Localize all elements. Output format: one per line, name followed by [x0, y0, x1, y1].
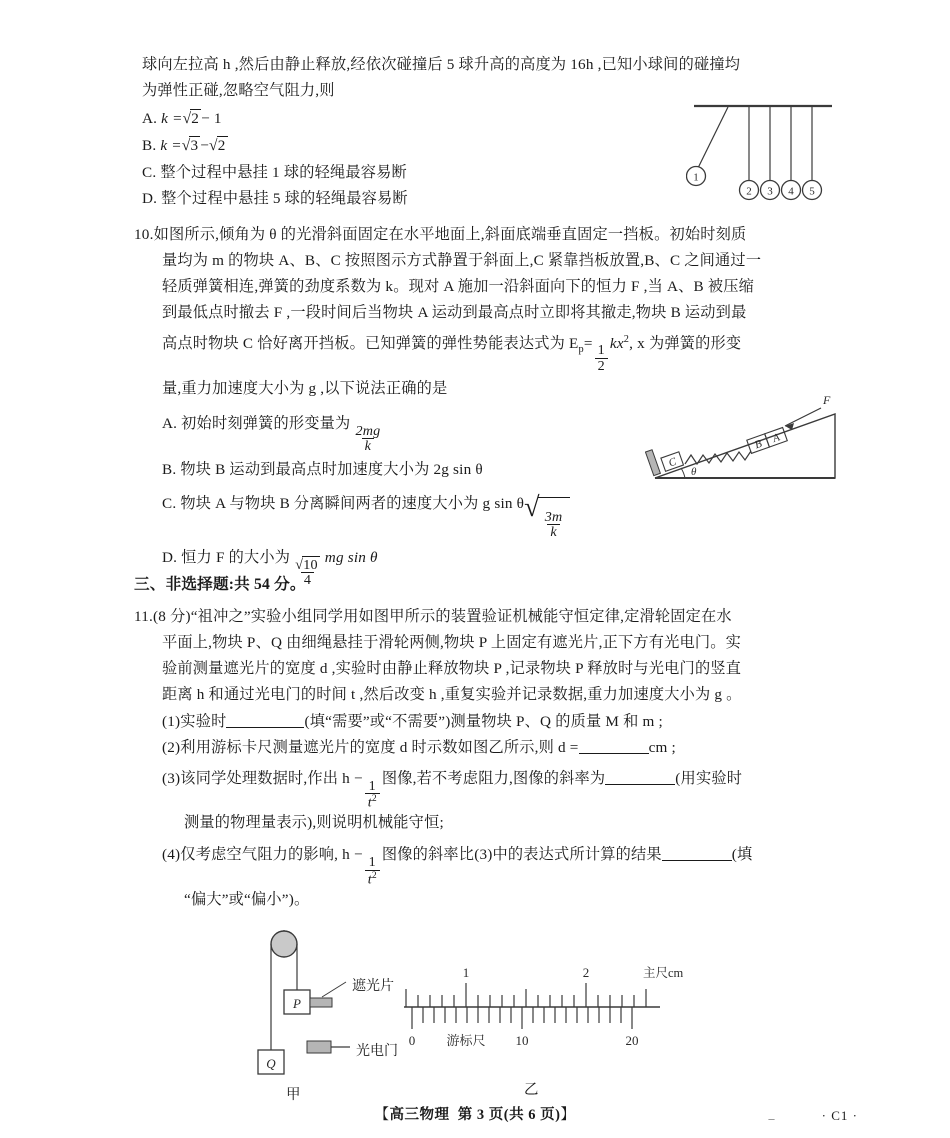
answer-blank-3[interactable] [605, 769, 675, 784]
q11-sub4 [134, 836, 834, 886]
sqrt-icon: √2 [182, 110, 200, 128]
q9-option-b-label: B. [142, 136, 157, 154]
q9-option-d-text: 整个过程中悬挂 5 球的轻绳最容易断 [161, 189, 408, 207]
fraction [352, 424, 383, 454]
q11-sub2 [134, 735, 834, 761]
q11-sub3-num: 1 [368, 777, 376, 794]
q10-option-a-den: k [362, 438, 374, 453]
sqrt-icon: √10 [295, 556, 318, 573]
q11-sub3-den-sup: 2 [371, 793, 377, 805]
section-3-title: 三、非选择题:共 54 分。 [134, 576, 306, 593]
figure-caption-yi: 乙 [524, 1082, 539, 1098]
q10-line5-eq: = [583, 334, 593, 352]
fraction [365, 855, 380, 887]
q10-option-d-text: 恒力 F 的大小为 [181, 548, 291, 566]
q10-option-c-text: 物块 A 与物块 B 分离瞬间两者的速度大小为 g sin θ [180, 494, 525, 512]
q10-line1 [134, 222, 834, 248]
q10-line5-num: 1 [597, 342, 605, 359]
fraction [365, 779, 380, 811]
svg-text:2: 2 [746, 185, 752, 198]
q11-sub3-b: 图像,若不考虑阻力,图像的斜率为 [381, 769, 606, 787]
svg-text:A: A [771, 431, 782, 445]
q11-line2: 平面上,物块 P、Q 由细绳悬挂于滑轮两侧,物块 P 上固定有遮光片,正下方有光电门。实 [162, 634, 742, 652]
svg-text:B: B [753, 437, 764, 452]
svg-text:Q: Q [266, 1056, 276, 1071]
q11-line1 [134, 604, 834, 630]
q11-sub1-a: (1)实验时 [162, 712, 227, 730]
figure-caption-jia: 甲 [286, 1087, 301, 1103]
q11-sub4-den-sup: 2 [371, 869, 377, 881]
q9-option-c-label: C. [142, 163, 157, 181]
q10-option-a-num: 2mg [355, 422, 381, 439]
q11-sub4-cont: “偏大”或“偏小”)。 [184, 890, 310, 908]
svg-text:5: 5 [809, 185, 815, 198]
q9-option-a-label: A. [142, 110, 158, 128]
q10-option-c-den: k [547, 524, 559, 539]
footer-code: · C1 · [821, 1108, 858, 1123]
q9-option-a-expr-prefix: k = [161, 110, 183, 128]
q10-option-b-label: B. [162, 460, 177, 478]
q9-option-c-text: 整个过程中悬挂 1 球的轻绳最容易断 [160, 163, 407, 181]
svg-text:1: 1 [693, 171, 699, 184]
q11-sub3-c: (用实验时 [675, 769, 743, 787]
q10-option-d-radicand: 10 [303, 556, 318, 573]
q10-line2: 量均为 m 的物块 A、B、C 按照图示方式静置于斜面上,C 紧靠挡板放置,B、C 之间通过一 [162, 252, 762, 270]
answer-blank-2[interactable] [579, 738, 649, 753]
svg-text:0: 0 [408, 1033, 416, 1048]
footer-page-number: 第 3 页(共 6 页) [457, 1107, 561, 1123]
q9-option-b-suffix: − [200, 136, 209, 154]
vernier-caliper-figure [398, 955, 698, 1060]
q9-option-d-label: D. [142, 189, 158, 207]
q9-option-a-radicand: 2 [191, 110, 200, 128]
svg-text:10: 10 [515, 1033, 529, 1048]
q11-sub3-a: (3)该同学处理数据时,作出 h − [162, 769, 363, 787]
answer-blank-1[interactable] [226, 712, 304, 727]
q11-sub3-cont: 测量的物理量表示),则说明机械能守恒; [184, 814, 444, 832]
q11-line4: 距离 h 和通过光电门的时间 t ,然后改变 h ,重复实验并记录数据,重力加速度大小为 g 。 [162, 686, 742, 704]
page-footer [0, 1103, 950, 1124]
svg-text:1: 1 [462, 965, 470, 980]
q11-sub3 [134, 761, 834, 810]
label-photogate: 光电门 [356, 1044, 398, 1059]
q10-option-d-label: D. [162, 548, 178, 566]
q11-line3: 验前测量遮光片的宽度 d ,实验时由静止释放物块 P ,记录物块 P 释放时与光电门的竖直 [162, 660, 742, 678]
svg-text:P: P [293, 996, 301, 1011]
fraction [595, 343, 608, 373]
svg-text:20: 20 [625, 1033, 639, 1048]
q10-option-b-text: 物块 B 运动到最高点时加速度大小为 2g sin θ [180, 460, 483, 478]
svg-text:θ: θ [691, 466, 697, 478]
q10-line4: 到最低点时撤去 F ,一段时间后当物块 A 运动到最高点时立即将其撤走,物块 B 运动到最 [162, 304, 747, 322]
q11-sub1 [134, 709, 834, 735]
q10-line5-sub: p [578, 343, 584, 355]
q9-line1: 球向左拉高 h ,然后由静止释放,经依次碰撞后 5 球升高的高度为 16h ,已知小球间的碰撞均 [142, 56, 741, 73]
q10-option-c-label: C. [162, 494, 177, 512]
q10-line5 [134, 327, 834, 374]
q11-score: (8 分) [153, 608, 191, 625]
fraction [542, 510, 566, 540]
q9-line2: 为弹性正碰,忽略空气阻力,则 [142, 82, 335, 100]
answer-blank-4[interactable] [662, 846, 732, 861]
q10-option-d-post: mg sin θ [324, 548, 378, 566]
footer-subject: 高三物理 [389, 1107, 450, 1123]
q10-number: 10. [134, 226, 154, 243]
footer-bracket-left: 【 [374, 1107, 390, 1123]
sqrt-icon: √2 [209, 136, 226, 154]
q9-option-a-suffix: − 1 [201, 110, 222, 128]
svg-text:F: F [823, 393, 831, 407]
section-3-heading [134, 572, 834, 599]
q11-sub2-a: (2)利用游标卡尺测量遮光片的宽度 d 时示数如图乙所示,则 d = [162, 738, 579, 756]
q9-option-b-radicand2: 2 [217, 136, 226, 154]
svg-text:3: 3 [767, 185, 773, 198]
svg-text:4: 4 [788, 185, 794, 198]
sqrt-icon: √3 [181, 136, 199, 154]
inclined-plane-figure [645, 392, 850, 490]
q10-line6: 量,重力加速度大小为 g ,以下说法正确的是 [162, 380, 448, 398]
footer-dash: _ [768, 1107, 775, 1121]
q11-sub2-b: cm ; [648, 738, 676, 756]
q11-sub3-den: t [367, 794, 372, 811]
q11-sub4-c: (填 [731, 846, 753, 864]
svg-text:2: 2 [582, 965, 590, 980]
q9-option-b-expr-prefix: k = [160, 136, 182, 154]
question-11-block [134, 604, 834, 913]
q11-body-1: “祖冲之”实验小组同学用如图甲所示的装置验证机械能守恒定律,定滑轮固定在水 [190, 608, 732, 625]
q9-option-b-radicand: 3 [190, 136, 199, 154]
q11-sub4-num: 1 [368, 854, 376, 871]
q10-line5-d: , x 为弹簧的形变 [629, 334, 742, 352]
q10-option-a-label: A. [162, 415, 178, 433]
q11-number: 11. [134, 608, 154, 625]
q10-option-c [134, 486, 834, 540]
q10-line5-sup: 2 [623, 333, 630, 345]
q11-sub1-b: (填“需要”或“不需要”)测量物块 P、Q 的质量 M 和 m ; [304, 712, 663, 730]
q11-sub4-b: 图像的斜率比(3)中的表达式所计算的结果 [381, 846, 662, 864]
footer-bracket-right: 】 [560, 1107, 576, 1123]
q10-body-1: 如图所示,倾角为 θ 的光滑斜面固定在水平地面上,斜面底端垂直固定一挡板。初始时刻质 [153, 226, 747, 243]
q10-option-a-text: 初始时刻弹簧的形变量为 [181, 415, 351, 433]
q10-line5-a: 高点时物块 C 恰好离开挡板。已知弹簧的弹性势能表达式为 E [162, 334, 579, 352]
sqrt-icon: √ $\frac{3m}{k}$ [524, 497, 570, 540]
q11-sub4-a: (4)仅考虑空气阻力的影响, h − [162, 846, 363, 864]
newtons-cradle-figure [686, 96, 846, 201]
svg-text:游标尺: 游标尺 [446, 1033, 486, 1048]
q11-sub4-den: t [367, 871, 372, 888]
q10-option-c-num: 3m [544, 509, 563, 526]
svg-text:C: C [667, 455, 678, 470]
q10-option-d-den: 4 [301, 572, 314, 587]
q10-line5-kx: kx [609, 334, 624, 352]
svg-text:主尺cm: 主尺cm [643, 966, 684, 980]
pulley-apparatus-figure [252, 928, 402, 1108]
label-shade-plate: 遮光片 [352, 979, 394, 994]
q10-line5-den: 2 [595, 358, 608, 373]
q10-line3: 轻质弹簧相连,弹簧的劲度系数为 k。现对 A 施加一沿斜面向下的恒力 F ,当 A、B 被压缩 [162, 278, 755, 296]
